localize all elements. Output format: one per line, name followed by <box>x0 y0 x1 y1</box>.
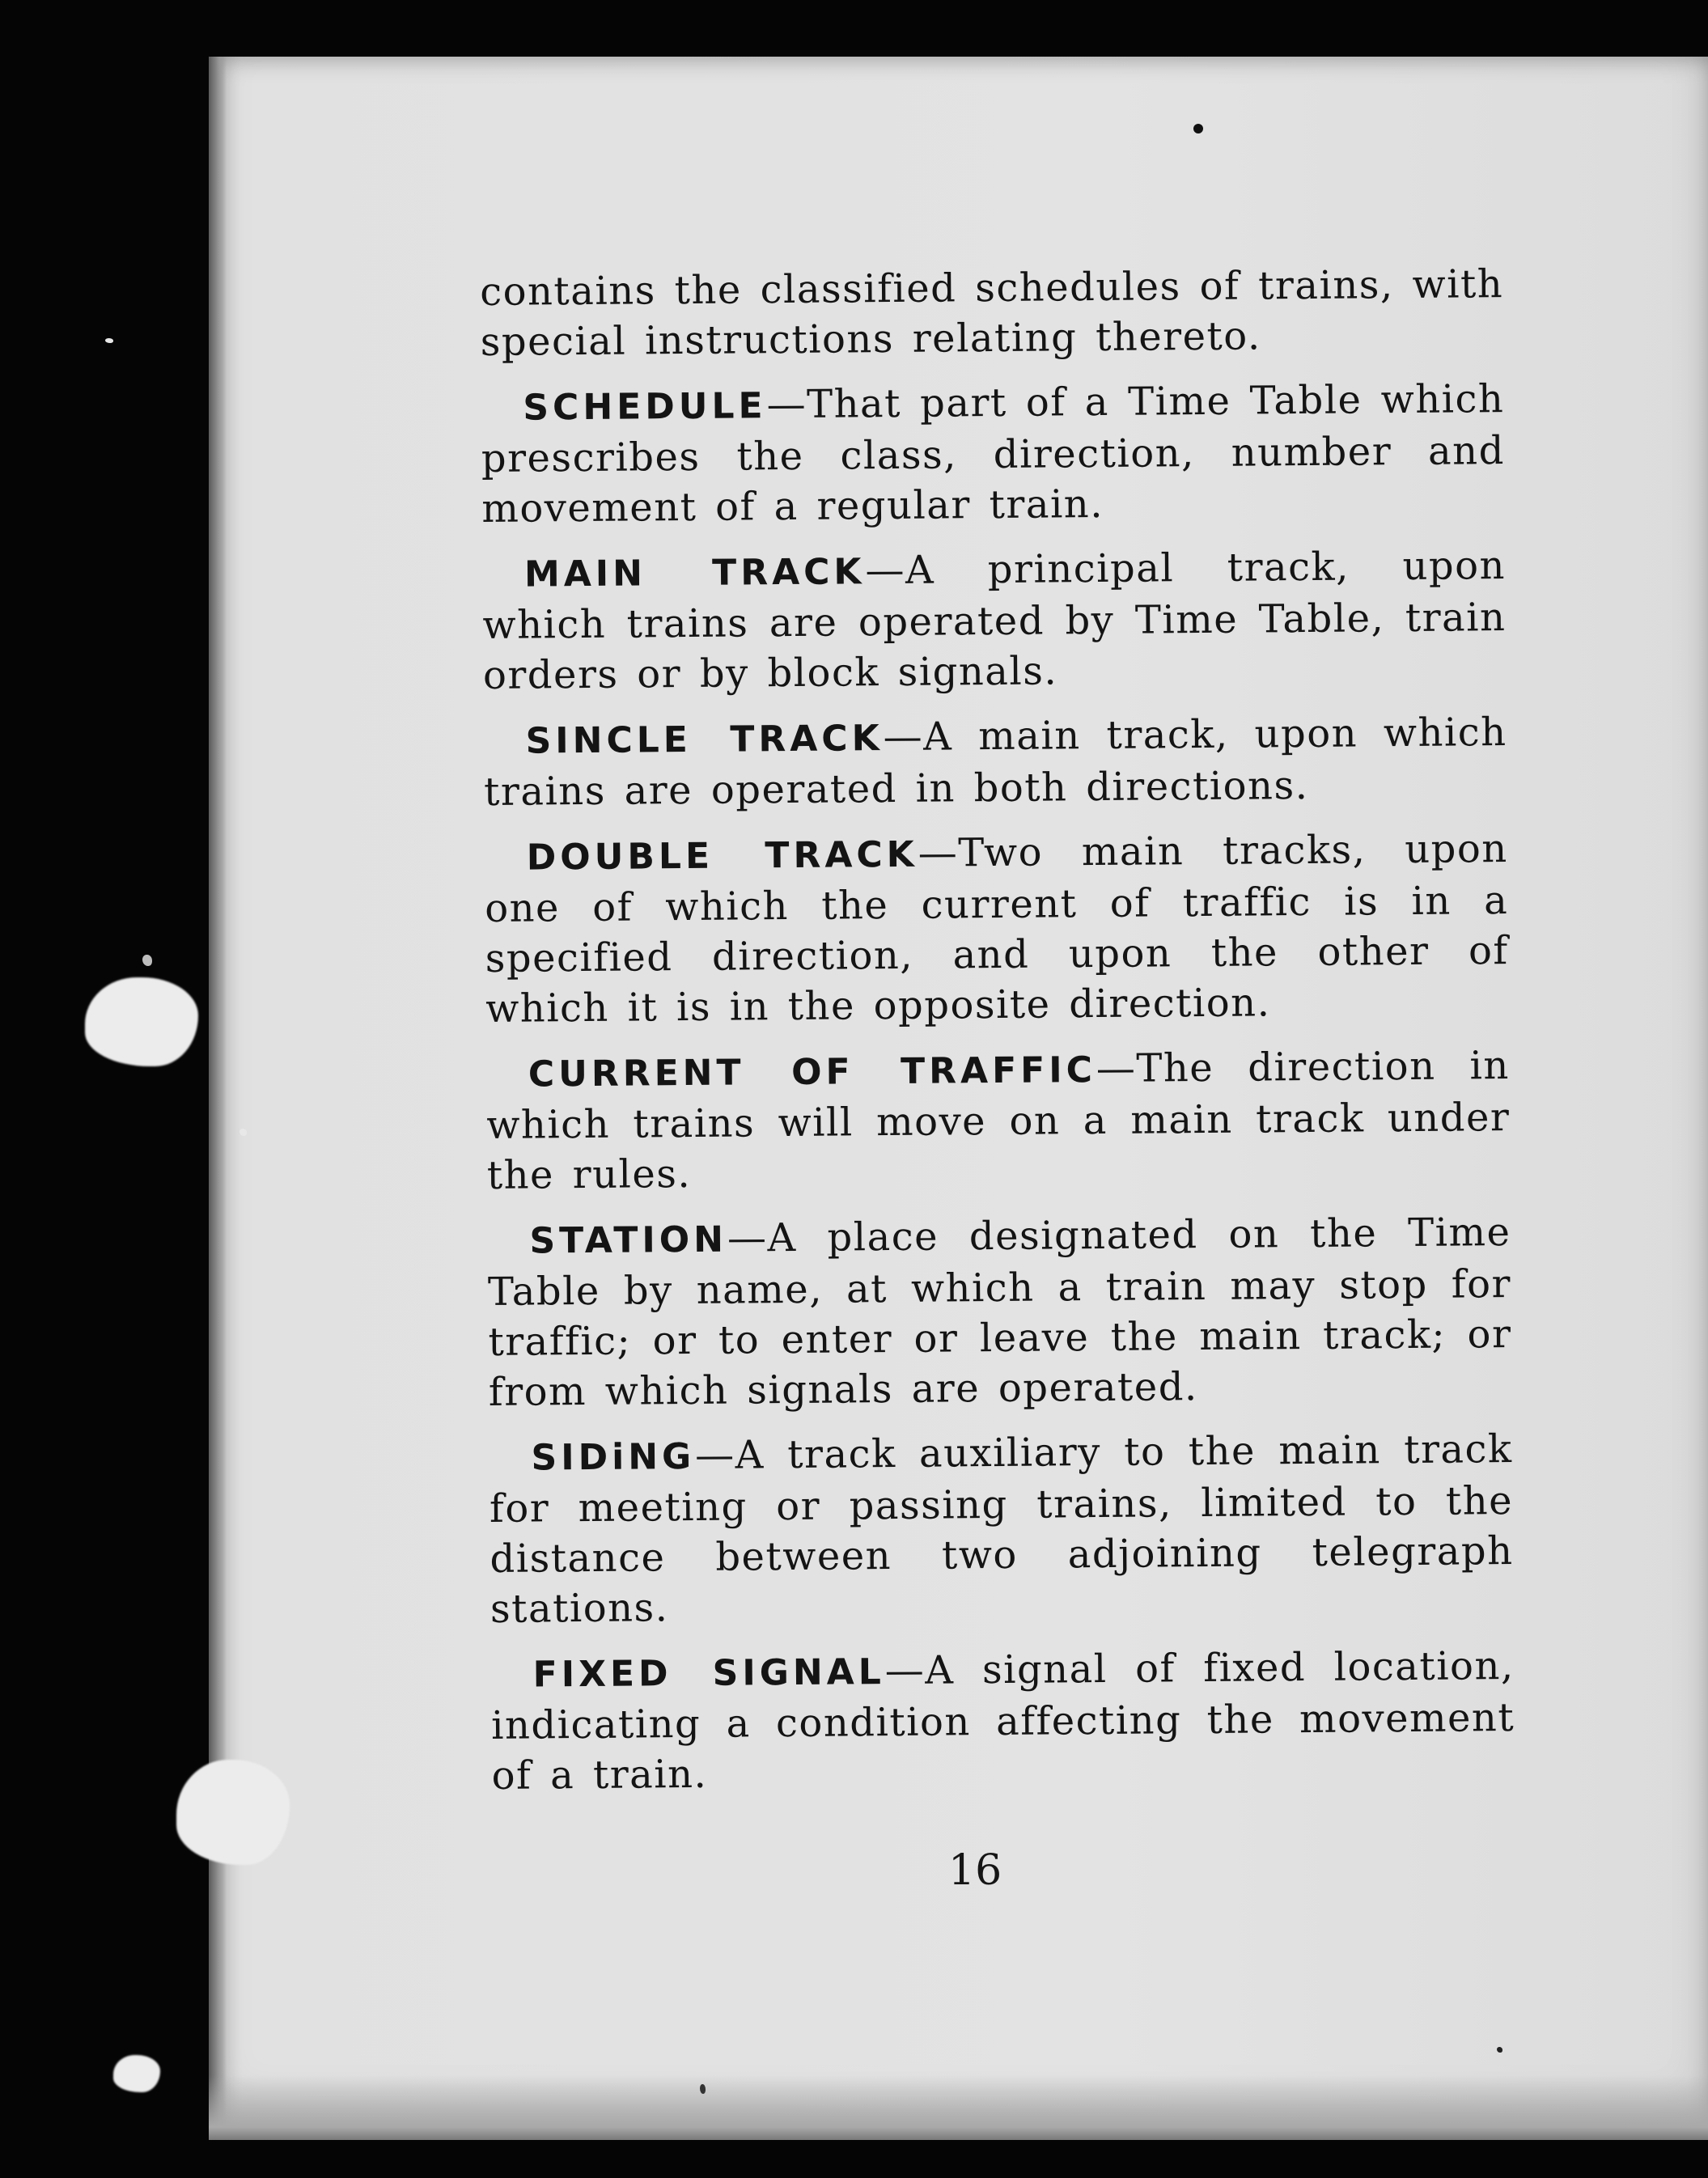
page-number: 16 <box>948 1846 1002 1895</box>
paper-damage-blot <box>113 2055 160 2092</box>
margin-speck <box>1497 2047 1502 2053</box>
margin-speck <box>239 1129 247 1136</box>
definition-term: DOUBLE TRACK <box>526 833 918 879</box>
definition-text: —A place designated on the Time Table by name, at which a train may stop for traffic; or to enter or leave the main track; or from which signals are operated. <box>487 1210 1512 1415</box>
definition-main-track <box>482 540 1507 701</box>
page-text <box>480 259 1515 1816</box>
definition-term: FIXED SIGNAL <box>532 1651 885 1696</box>
paper-damage-blot <box>176 1760 290 1865</box>
margin-speck <box>105 338 113 343</box>
paper-damage-blot <box>85 977 198 1066</box>
definition-text: —A signal of fixed location, indicating a condition affecting the movement of a train. <box>490 1643 1515 1799</box>
definition-text: —The direction in which trains will move on a main track under the rules. <box>486 1043 1511 1198</box>
definition-term: SCHEDULE <box>523 385 767 429</box>
definition-double-track <box>484 824 1509 1034</box>
definition-term: SIDiNG <box>531 1435 696 1479</box>
definition-text: —A main track, upon which trains are operated in both directions. <box>483 710 1507 815</box>
definition-current-of-traffic <box>486 1040 1511 1201</box>
definition-single-track <box>483 707 1507 817</box>
definition-text: —A track auxiliary to the main track for meeting or passing trains, limited to the distance between two adjoining telegraph stations. <box>489 1426 1514 1632</box>
margin-speck <box>142 955 152 966</box>
definition-schedule <box>481 374 1505 534</box>
definition-fixed-signal <box>490 1641 1515 1801</box>
intro-paragraph: contains the classified schedules of trains, with special instructions relating thereto. <box>480 261 1504 365</box>
page-bottom-edge-shadow <box>209 2075 1708 2140</box>
definition-term: SINCLE TRACK <box>525 718 884 762</box>
margin-speck <box>700 2084 706 2094</box>
definition-text: —A principal track, upon which trains are operated by Time Table, train orders or by block signals. <box>482 543 1507 698</box>
ink-dot <box>1193 124 1203 133</box>
definition-term: CURRENT OF TRAFFIC <box>528 1049 1097 1095</box>
definition-term: MAIN TRACK <box>523 551 866 595</box>
definition-term: STATION <box>529 1218 728 1262</box>
definition-text: —That part of a Time Table which prescribes the class, direction, number and movement of a regular train. <box>481 376 1506 532</box>
definition-siding <box>489 1424 1514 1634</box>
definition-station <box>487 1207 1512 1417</box>
definition-text: —Two main tracks, upon one of which the current of traffic is in a specified direction, and upon the other of which it is in the opposite direction. <box>485 826 1509 1032</box>
